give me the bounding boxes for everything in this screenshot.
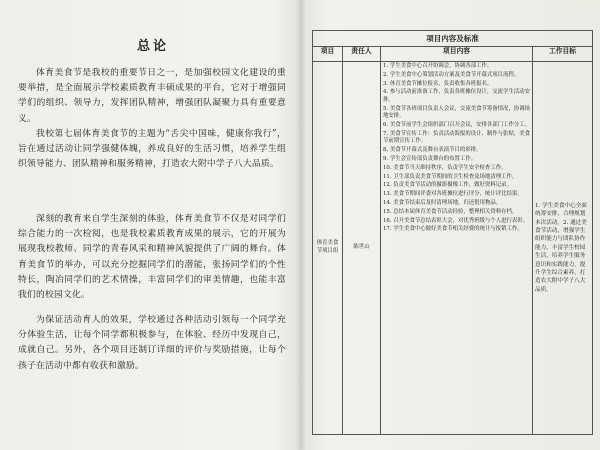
content-item: 12. 负责美食节活动的摄影摄像工作，做好资料记录。 [383,182,512,189]
table-caption: 项目内容及标准 [313,31,593,47]
responsible-person-cell: 陈世山 [343,62,381,435]
table-header-row [313,47,593,62]
paragraph-1: 体育美食节是我校的重要节日之一，是加强校园文化建设的重要举措，是全面展示学校素质教育丰硕成果的平台，它对于增强同学们的组织、领导力，发挥团队精神，增强团队凝聚力具有重要意义。 [18,68,286,124]
content-cell [381,62,533,435]
content-item: 1. 学生美食中心召开协调会，协调各部工作。 [383,63,493,69]
left-page [18,30,288,430]
header-person: 责任人 [343,47,381,62]
content-item: 5. 美食节各班项目负责人会议，交流美食节筹备情况，协调场地安排。 [383,105,531,120]
header-content: 项目内容 [381,47,533,62]
project-name-cell: 体育美食节项目组 [313,62,343,435]
header-goal: 工作目标 [533,47,593,62]
project-table [312,30,593,435]
content-item: 17. 学生美食中心做好美食节相关经费的统计与报销工作。 [383,226,523,233]
content-item: 11. 卫生部负责美食节期间的卫生检查及场地清理工作。 [383,173,518,180]
content-item: 16. 召开美食节总结表彰大会，对优秀班级与个人进行表彰。 [383,217,529,224]
paragraph-2: 我校第七届体育美食节的主题为“舌尖中国味，健康你我行”，旨在通过活动让同学强健体魄，养成良好的生活习惯，培养学生组织领导能力、团队精神和服务精神，打造农大附中学子八大品质。 [18,129,286,170]
paragraph-4: 为保证活动育人的效果，学校通过各种活动引领每一个同学充分体验生活，让每个同学都积极参与，在体验、经历中发现自己，成就自己。另外，各个项目还制订详细的评价与奖励措施，让每个孩子在活动中都有收获和激励。 [18,315,286,371]
page-gutter [296,0,306,450]
goal-cell: 1. 学生美食中心全面统筹安排，合理规划本次活动。2. 通过美食节活动，增强学生组织能力与团队协作能力，丰富学生校园生活，培养学生服务意识和实践能力，提升学生综合素养，打造农大附中学子八大品质。 [533,62,593,435]
page-title: 总论 [136,39,169,54]
paragraph-3: 深刻的教育来自学生深刻的体验，体育美食节不仅是对同学们综合能力的一次检阅，也是我校素质教育成果的展示，它的开展为展现我校教师、同学的青春风采和精神风貌提供了广阔的舞台。体育美食节的举办，可以充分挖掘同学们的潜能，张扬同学们的个性特长，陶冶同学们的艺术情操，丰富同学们的审美情趣，也能丰富我们的校园文化。 [18,214,286,301]
content-item: 7. 美食节宣传工作：负责活动海报的设计、制作与张贴，美食节前期宣传工作。 [383,130,531,145]
content-item: 2. 学生美食中心策划活动方案及美食节开幕式项目流程。 [383,71,520,78]
content-item: 6. 美食节前学生会组织部门召开会议，安排各部门工作分工。 [383,122,531,129]
content-item: 15. 总结本届体育美食节活动经验，整理相关资料存档。 [383,208,518,215]
content-item: 14. 美食节结束后及时清理场地，归还借用物品。 [383,199,502,206]
content-item: 3. 体育美食节摊位报名，负责收集各班报名。 [383,80,493,87]
right-page [312,30,594,435]
content-item: 4. 参与活动前准备工作，负责各班摊位设计，交流学生活动安排。 [383,89,531,103]
content-item: 8. 美食节开幕式及舞台表演节目的彩排。 [383,147,482,154]
content-item: 10. 美食节当天维持秩序，负责学生安全检查工作。 [383,164,507,171]
content-item: 9. 学生会宣传部负责舞台的布置工作。 [383,156,477,163]
header-project: 项目 [313,47,343,62]
content-item: 13. 美食节期间评委对各班摊位进行评分，统计评比结果。 [383,191,523,198]
table-row [313,62,593,435]
